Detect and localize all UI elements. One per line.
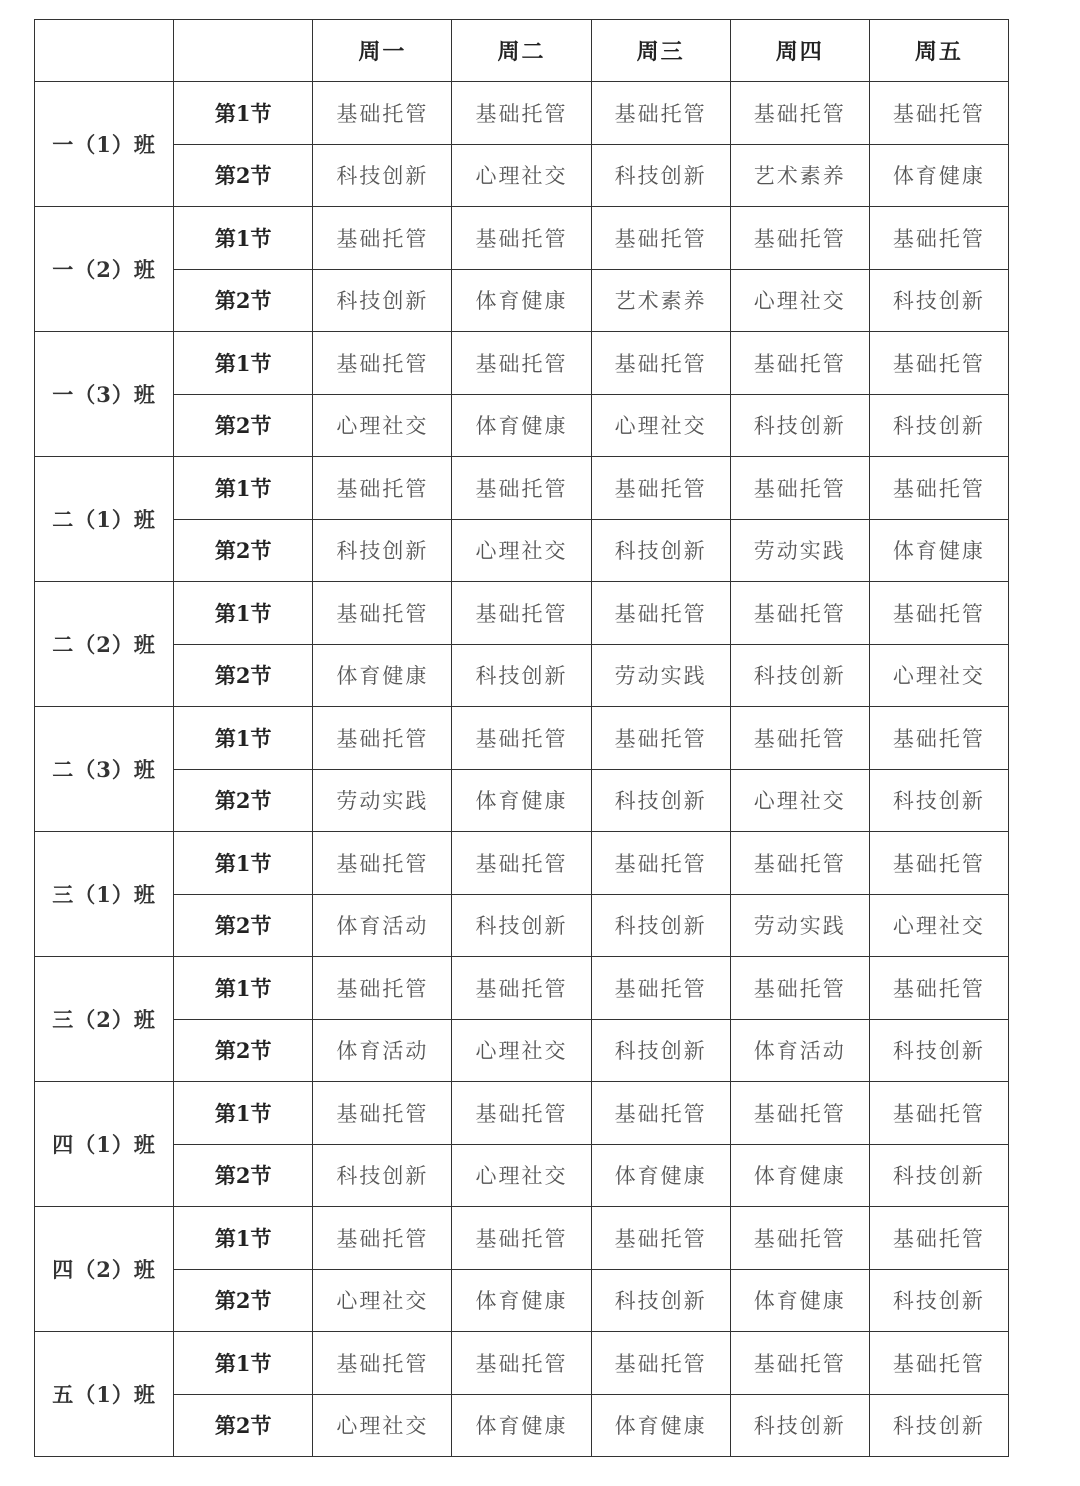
subject-cell: 体育健康 — [452, 1269, 591, 1332]
subject-cell: 艺术素养 — [730, 144, 869, 207]
subject-cell: 基础托管 — [591, 957, 730, 1020]
table-row — [35, 1019, 1009, 1082]
table-row — [35, 394, 1009, 457]
schedule-table — [34, 19, 1009, 1457]
period-label-cell: 第1节 — [174, 957, 313, 1020]
subject-cell: 体育活动 — [730, 1019, 869, 1082]
subject-cell: 心理社交 — [869, 644, 1008, 707]
subject-cell: 基础托管 — [452, 1082, 591, 1145]
subject-cell: 科技创新 — [869, 1144, 1008, 1207]
subject-cell: 心理社交 — [313, 394, 452, 457]
subject-cell: 基础托管 — [452, 207, 591, 270]
subject-cell: 基础托管 — [730, 207, 869, 270]
period-label-cell: 第1节 — [174, 1082, 313, 1145]
subject-cell: 科技创新 — [591, 769, 730, 832]
subject-cell: 科技创新 — [591, 144, 730, 207]
subject-cell: 心理社交 — [313, 1394, 452, 1457]
class-name-cell: 一（2）班 — [35, 207, 174, 332]
subject-cell: 劳动实践 — [730, 894, 869, 957]
subject-cell: 体育健康 — [730, 1144, 869, 1207]
subject-cell: 体育健康 — [452, 1394, 591, 1457]
subject-cell: 基础托管 — [869, 1207, 1008, 1270]
subject-cell: 基础托管 — [313, 1082, 452, 1145]
period-label-cell: 第2节 — [174, 1269, 313, 1332]
subject-cell: 心理社交 — [452, 1144, 591, 1207]
table-row — [35, 82, 1009, 145]
period-label-cell: 第2节 — [174, 519, 313, 582]
table-row — [35, 894, 1009, 957]
subject-cell: 基础托管 — [869, 332, 1008, 395]
day-header-thu: 周四 — [730, 20, 869, 82]
period-header-cell — [174, 20, 313, 82]
subject-cell: 基础托管 — [869, 1082, 1008, 1145]
subject-cell: 科技创新 — [591, 1019, 730, 1082]
subject-cell: 基础托管 — [730, 1207, 869, 1270]
class-name-cell: 三（1）班 — [35, 832, 174, 957]
table-row — [35, 957, 1009, 1020]
header-row — [35, 20, 1009, 82]
subject-cell: 基础托管 — [591, 207, 730, 270]
class-name-cell: 四（1）班 — [35, 1082, 174, 1207]
table-row — [35, 769, 1009, 832]
period-label-cell: 第2节 — [174, 144, 313, 207]
period-label-cell: 第2节 — [174, 1019, 313, 1082]
subject-cell: 科技创新 — [869, 1269, 1008, 1332]
subject-cell: 基础托管 — [591, 1207, 730, 1270]
subject-cell: 体育健康 — [452, 269, 591, 332]
subject-cell: 基础托管 — [313, 1332, 452, 1395]
subject-cell: 科技创新 — [869, 769, 1008, 832]
day-header-fri: 周五 — [869, 20, 1008, 82]
period-label-cell: 第1节 — [174, 582, 313, 645]
subject-cell: 基础托管 — [730, 332, 869, 395]
class-name-cell: 二（3）班 — [35, 707, 174, 832]
subject-cell: 科技创新 — [452, 894, 591, 957]
subject-cell: 科技创新 — [313, 269, 452, 332]
subject-cell: 基础托管 — [313, 957, 452, 1020]
subject-cell: 体育健康 — [452, 394, 591, 457]
subject-cell: 科技创新 — [452, 644, 591, 707]
subject-cell: 艺术素养 — [591, 269, 730, 332]
subject-cell: 基础托管 — [869, 207, 1008, 270]
corner-cell — [35, 20, 174, 82]
class-name-cell: 五（1）班 — [35, 1332, 174, 1457]
subject-cell: 心理社交 — [452, 519, 591, 582]
period-label-cell: 第1节 — [174, 1207, 313, 1270]
subject-cell: 体育健康 — [591, 1394, 730, 1457]
subject-cell: 基础托管 — [313, 1207, 452, 1270]
period-label-cell: 第1节 — [174, 82, 313, 145]
period-label-cell: 第2节 — [174, 394, 313, 457]
subject-cell: 心理社交 — [591, 394, 730, 457]
subject-cell: 科技创新 — [869, 269, 1008, 332]
subject-cell: 基础托管 — [452, 957, 591, 1020]
subject-cell: 基础托管 — [730, 1082, 869, 1145]
subject-cell: 心理社交 — [452, 1019, 591, 1082]
table-row — [35, 269, 1009, 332]
period-label-cell: 第1节 — [174, 832, 313, 895]
period-label-cell: 第1节 — [174, 207, 313, 270]
subject-cell: 基础托管 — [313, 582, 452, 645]
subject-cell: 科技创新 — [869, 394, 1008, 457]
subject-cell: 基础托管 — [730, 957, 869, 1020]
subject-cell: 体育健康 — [591, 1144, 730, 1207]
period-label-cell: 第1节 — [174, 457, 313, 520]
subject-cell: 科技创新 — [591, 894, 730, 957]
subject-cell: 体育健康 — [869, 144, 1008, 207]
subject-cell: 科技创新 — [591, 519, 730, 582]
subject-cell: 基础托管 — [313, 207, 452, 270]
subject-cell: 劳动实践 — [591, 644, 730, 707]
table-row — [35, 1269, 1009, 1332]
subject-cell: 基础托管 — [591, 832, 730, 895]
subject-cell: 基础托管 — [591, 707, 730, 770]
period-label-cell: 第2节 — [174, 644, 313, 707]
subject-cell: 心理社交 — [730, 269, 869, 332]
table-row — [35, 1082, 1009, 1145]
subject-cell: 基础托管 — [869, 707, 1008, 770]
table-row — [35, 1332, 1009, 1395]
subject-cell: 基础托管 — [869, 832, 1008, 895]
subject-cell: 基础托管 — [591, 582, 730, 645]
subject-cell: 基础托管 — [730, 82, 869, 145]
subject-cell: 基础托管 — [730, 457, 869, 520]
subject-cell: 基础托管 — [313, 832, 452, 895]
subject-cell: 基础托管 — [313, 332, 452, 395]
subject-cell: 基础托管 — [730, 707, 869, 770]
subject-cell: 心理社交 — [869, 894, 1008, 957]
subject-cell: 体育健康 — [730, 1269, 869, 1332]
subject-cell: 心理社交 — [730, 769, 869, 832]
subject-cell: 基础托管 — [452, 1332, 591, 1395]
subject-cell: 基础托管 — [869, 457, 1008, 520]
table-row — [35, 1207, 1009, 1270]
period-label-cell: 第1节 — [174, 1332, 313, 1395]
period-label-cell: 第2节 — [174, 1144, 313, 1207]
subject-cell: 心理社交 — [452, 144, 591, 207]
subject-cell: 科技创新 — [730, 1394, 869, 1457]
period-label-cell: 第2节 — [174, 769, 313, 832]
class-name-cell: 二（2）班 — [35, 582, 174, 707]
subject-cell: 体育活动 — [313, 894, 452, 957]
table-row — [35, 1144, 1009, 1207]
table-row — [35, 644, 1009, 707]
subject-cell: 基础托管 — [452, 582, 591, 645]
subject-cell: 基础托管 — [869, 82, 1008, 145]
subject-cell: 科技创新 — [313, 519, 452, 582]
table-row — [35, 582, 1009, 645]
table-row — [35, 832, 1009, 895]
subject-cell: 科技创新 — [730, 644, 869, 707]
table-row — [35, 332, 1009, 395]
subject-cell: 劳动实践 — [313, 769, 452, 832]
subject-cell: 基础托管 — [591, 1332, 730, 1395]
period-label-cell: 第1节 — [174, 332, 313, 395]
subject-cell: 科技创新 — [869, 1394, 1008, 1457]
schedule-body — [35, 82, 1009, 1457]
subject-cell: 基础托管 — [452, 707, 591, 770]
class-name-cell: 二（1）班 — [35, 457, 174, 582]
subject-cell: 体育健康 — [452, 769, 591, 832]
period-label-cell: 第2节 — [174, 269, 313, 332]
class-name-cell: 四（2）班 — [35, 1207, 174, 1332]
subject-cell: 基础托管 — [452, 82, 591, 145]
subject-cell: 基础托管 — [452, 832, 591, 895]
subject-cell: 基础托管 — [452, 332, 591, 395]
table-row — [35, 1394, 1009, 1457]
subject-cell: 体育健康 — [869, 519, 1008, 582]
period-label-cell: 第1节 — [174, 707, 313, 770]
day-header-wed: 周三 — [591, 20, 730, 82]
subject-cell: 基础托管 — [591, 1082, 730, 1145]
subject-cell: 基础托管 — [313, 707, 452, 770]
subject-cell: 体育活动 — [313, 1019, 452, 1082]
subject-cell: 基础托管 — [452, 457, 591, 520]
subject-cell: 基础托管 — [591, 82, 730, 145]
subject-cell: 基础托管 — [730, 832, 869, 895]
subject-cell: 科技创新 — [591, 1269, 730, 1332]
subject-cell: 劳动实践 — [730, 519, 869, 582]
period-label-cell: 第2节 — [174, 1394, 313, 1457]
day-header-tue: 周二 — [452, 20, 591, 82]
subject-cell: 基础托管 — [869, 582, 1008, 645]
subject-cell: 基础托管 — [730, 582, 869, 645]
subject-cell: 基础托管 — [452, 1207, 591, 1270]
table-row — [35, 144, 1009, 207]
subject-cell: 基础托管 — [869, 1332, 1008, 1395]
subject-cell: 基础托管 — [313, 457, 452, 520]
subject-cell: 科技创新 — [869, 1019, 1008, 1082]
subject-cell: 科技创新 — [313, 1144, 452, 1207]
subject-cell: 心理社交 — [313, 1269, 452, 1332]
class-name-cell: 三（2）班 — [35, 957, 174, 1082]
table-row — [35, 519, 1009, 582]
table-row — [35, 207, 1009, 270]
subject-cell: 基础托管 — [313, 82, 452, 145]
subject-cell: 科技创新 — [730, 394, 869, 457]
class-name-cell: 一（1）班 — [35, 82, 174, 207]
subject-cell: 体育健康 — [313, 644, 452, 707]
subject-cell: 基础托管 — [730, 1332, 869, 1395]
subject-cell: 基础托管 — [591, 332, 730, 395]
table-row — [35, 707, 1009, 770]
subject-cell: 科技创新 — [313, 144, 452, 207]
day-header-mon: 周一 — [313, 20, 452, 82]
table-row — [35, 457, 1009, 520]
subject-cell: 基础托管 — [591, 457, 730, 520]
period-label-cell: 第2节 — [174, 894, 313, 957]
class-name-cell: 一（3）班 — [35, 332, 174, 457]
subject-cell: 基础托管 — [869, 957, 1008, 1020]
